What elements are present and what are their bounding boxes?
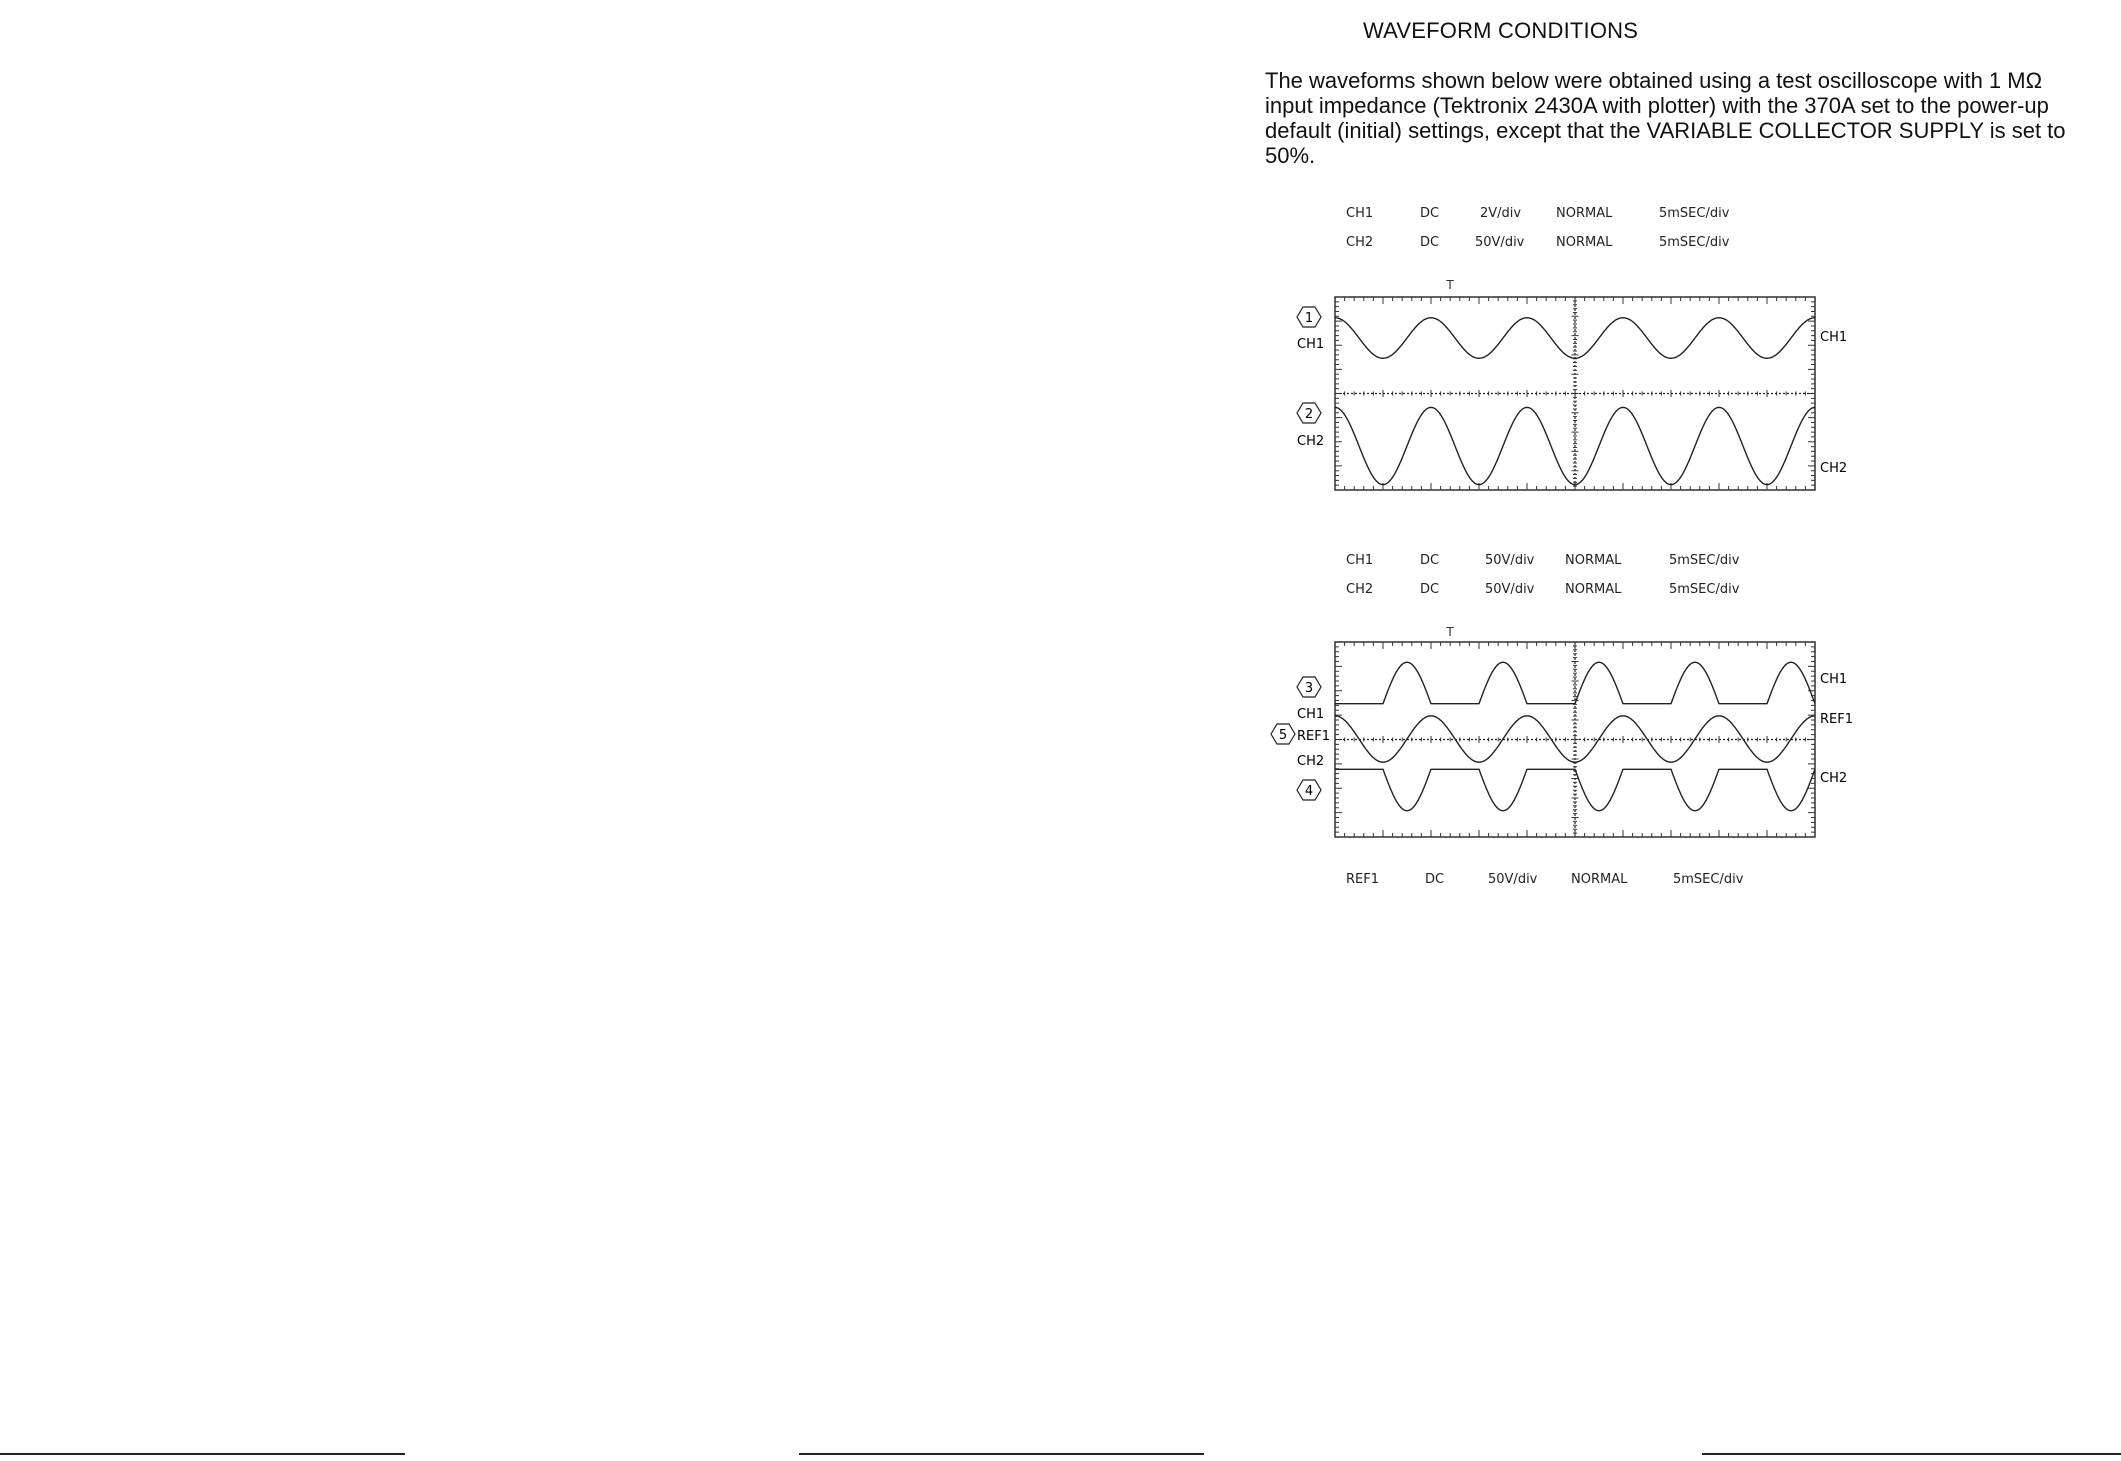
scope2-trigger-mark: T <box>1446 625 1454 639</box>
scope2-left-label-ch2: CH2 <box>1297 754 1325 769</box>
channel: REF1 <box>1346 872 1379 887</box>
time-per-div: 5mSEC/div <box>1659 235 1730 250</box>
scope1-graticule <box>1297 278 1847 490</box>
scope2-callout-3 <box>1297 677 1321 697</box>
scope2-right-label-ref1: REF1 <box>1820 712 1853 727</box>
scope1-callout-1 <box>1297 307 1321 327</box>
mode: NORMAL <box>1565 582 1622 597</box>
volts-per-div: 50V/div <box>1488 872 1538 887</box>
scope2-callout-5 <box>1271 724 1295 744</box>
volts-per-div: 2V/div <box>1480 206 1522 221</box>
coupling: DC <box>1425 872 1445 887</box>
coupling: DC <box>1420 206 1440 221</box>
callout-number: 5 <box>1278 728 1288 743</box>
coupling: DC <box>1420 235 1440 250</box>
scope1-callout-2 <box>1297 403 1321 423</box>
scope2-right-label-ch1: CH1 <box>1820 672 1848 687</box>
mode: NORMAL <box>1565 553 1622 568</box>
mode: NORMAL <box>1556 235 1613 250</box>
mode: NORMAL <box>1571 872 1628 887</box>
scope1-right-label-ch1: CH1 <box>1820 330 1848 345</box>
mode: NORMAL <box>1556 206 1613 221</box>
scope2-left-label-ref1: REF1 <box>1297 729 1330 744</box>
footer-rule-left <box>0 1453 405 1455</box>
volts-per-div: 50V/div <box>1485 553 1535 568</box>
scope1-left-label-ch2: CH2 <box>1297 434 1325 449</box>
channel: CH1 <box>1346 206 1374 221</box>
footer-rule-right <box>1702 1453 2121 1455</box>
scope1-left-label-ch1: CH1 <box>1297 337 1325 352</box>
callout-number: 1 <box>1304 311 1314 326</box>
footer-rule-center <box>799 1453 1204 1455</box>
time-per-div: 5mSEC/div <box>1669 582 1740 597</box>
page-title: WAVEFORM CONDITIONS <box>1363 18 1639 43</box>
scope1-grid <box>1335 297 1815 490</box>
volts-per-div: 50V/div <box>1485 582 1535 597</box>
coupling: DC <box>1420 553 1440 568</box>
scope2-callout-4 <box>1297 780 1321 800</box>
callout-number: 4 <box>1304 784 1314 799</box>
time-per-div: 5mSEC/div <box>1659 206 1730 221</box>
scope1-trigger-mark: T <box>1446 278 1454 292</box>
intro-paragraph: The waveforms shown below were obtained using a test oscilloscope with 1 MΩ input impedance (Tektronix 2430A with plotter) with the 370A set to the power-up default (initial) settings, except that the VARIABLE COLLECTOR SUPPLY is set to 50%. <box>1265 68 2066 168</box>
scope1-right-label-ch2: CH2 <box>1820 461 1848 476</box>
scope2-right-label-ch2: CH2 <box>1820 771 1848 786</box>
channel: CH1 <box>1346 553 1374 568</box>
volts-per-div: 50V/div <box>1475 235 1525 250</box>
scope2-graticule <box>1271 625 1853 837</box>
scope2-left-label-ch1: CH1 <box>1297 707 1325 722</box>
callout-number: 3 <box>1304 681 1314 696</box>
callout-number: 2 <box>1304 407 1314 422</box>
channel: CH2 <box>1346 235 1374 250</box>
coupling: DC <box>1420 582 1440 597</box>
time-per-div: 5mSEC/div <box>1669 553 1740 568</box>
channel: CH2 <box>1346 582 1374 597</box>
time-per-div: 5mSEC/div <box>1673 872 1744 887</box>
